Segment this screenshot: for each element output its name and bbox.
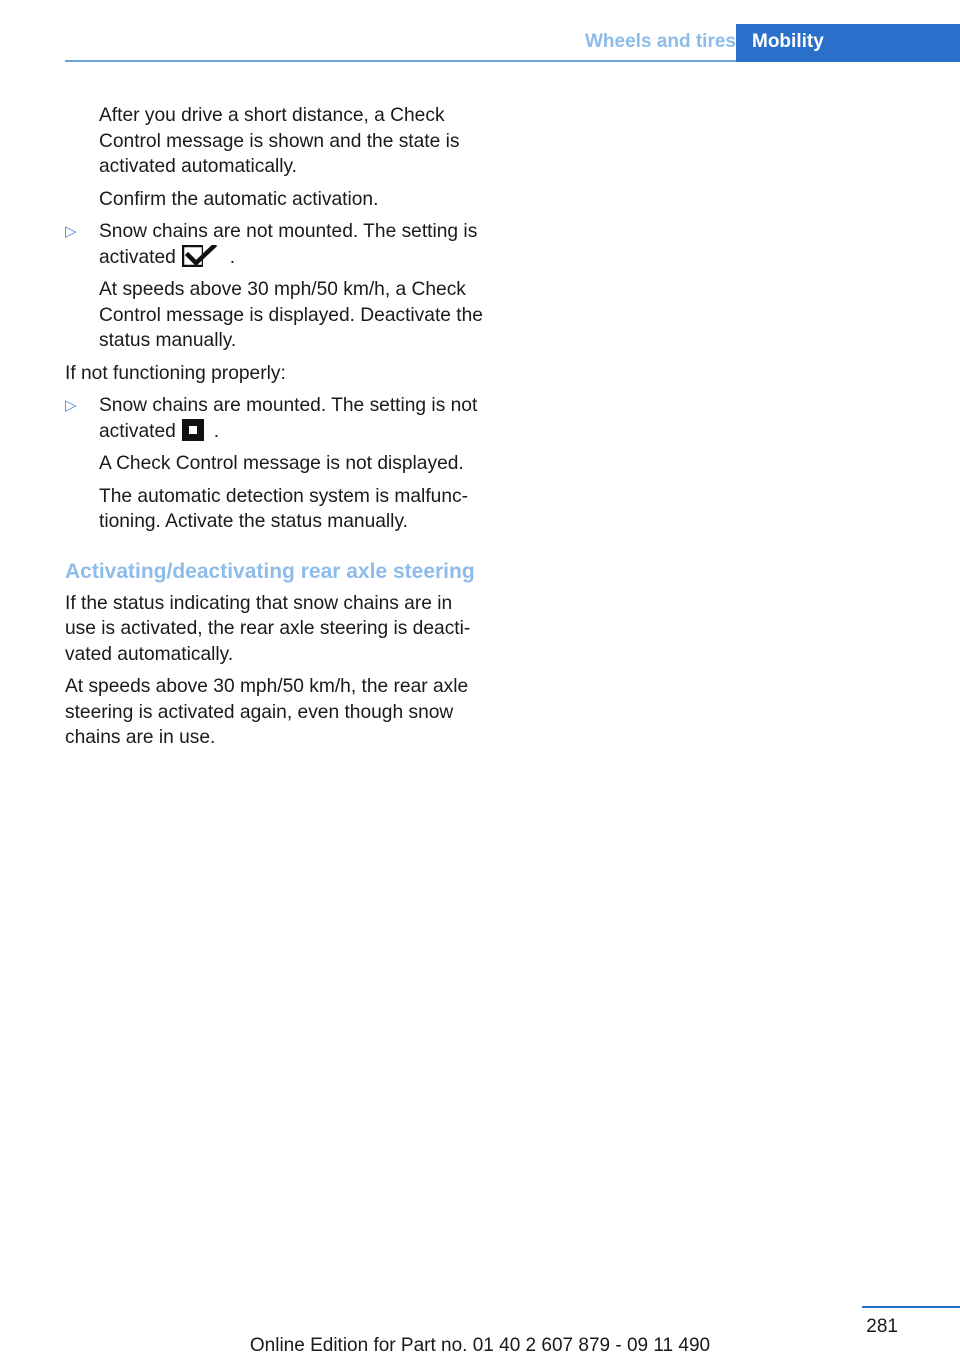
footer-rule bbox=[862, 1306, 960, 1308]
paragraph: If the status indicating that snow chains are in use is activated, the rear axle steering is deactivated automatically. bbox=[65, 592, 471, 665]
bullet-arrow-icon: ▷ bbox=[65, 223, 77, 240]
paragraph: At speeds above 30 mph/50 km/h, a Check Control message is displayed. Deactivate the status manually. bbox=[99, 279, 483, 351]
section-heading: Activating/deactivating rear axle steering bbox=[65, 559, 475, 583]
paragraph: If not functioning properly: bbox=[65, 362, 286, 384]
header-section-title: Wheels and tires bbox=[585, 31, 736, 52]
header-chapter-tab: Mobility bbox=[736, 24, 960, 62]
edition-footer: Online Edition for Part no. 01 40 2 607 879 - 09 11 490 bbox=[249, 1335, 711, 1356]
list-item-text: Snow chains are mounted. The setting is not activated bbox=[99, 395, 478, 442]
list-item bbox=[65, 393, 485, 444]
period: . bbox=[213, 420, 220, 442]
paragraph: After you drive a short distance, a Check Control message is shown and the state is activated automatically. bbox=[99, 105, 460, 177]
checked-setting-icon bbox=[182, 245, 220, 267]
paragraph: A Check Control message is not displayed. bbox=[99, 453, 464, 474]
page-content bbox=[65, 103, 485, 758]
list-item-text: Snow chains are not mounted. The setting is activated bbox=[99, 221, 478, 268]
period: . bbox=[229, 246, 236, 268]
bullet-arrow-icon: ▷ bbox=[65, 397, 77, 414]
paragraph: Confirm the automatic activation. bbox=[99, 188, 379, 210]
list-item bbox=[65, 219, 485, 270]
unchecked-setting-icon bbox=[182, 419, 204, 441]
page-number: 281 bbox=[866, 1316, 898, 1337]
paragraph: The automatic detection system is malfunctioning. Activate the status manually. bbox=[99, 485, 468, 532]
paragraph: At speeds above 30 mph/50 km/h, the rear axle steering is activated again, even though snow chains are in use. bbox=[65, 676, 469, 748]
